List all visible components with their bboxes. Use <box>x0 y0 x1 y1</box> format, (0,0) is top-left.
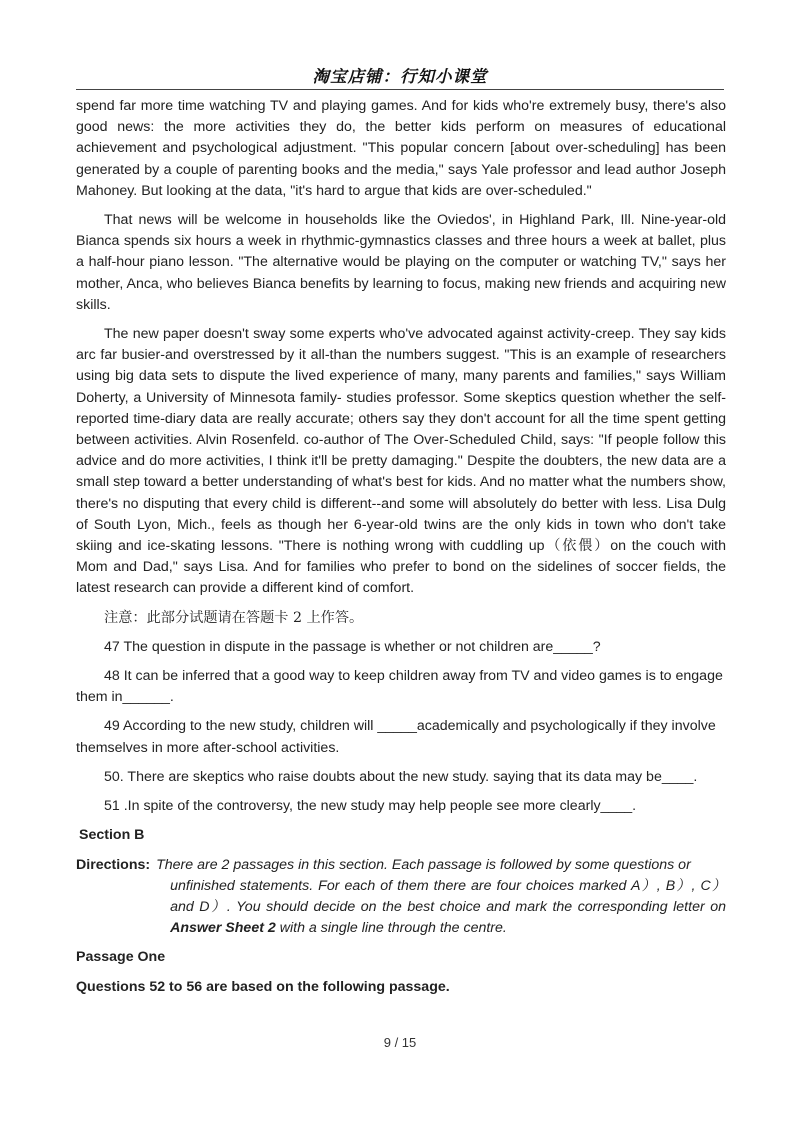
section-b-heading: Section B <box>79 827 145 844</box>
directions-continuation <box>156 876 726 940</box>
question-51: 51 .In spite of the controversy, the new study may help people see more clearly____. <box>104 798 637 815</box>
question-50: 50. There are skeptics who raise doubts about the new study. saying that its data may be____. <box>104 768 698 785</box>
directions-first-line: There are 2 passages in this section. Each passage is followed by some questions or <box>156 856 691 873</box>
paragraph-2: That news will be welcome in households like the Oviedos', in Highland Park, Ill. Nine-year-old Bianca spends six hours a week in rhythmic-gymnastics classes and three hours a week at ballet, plus a half-hour piano lesson. "The alternative would be playing on the computer or watching TV," says her mother, Anca, who believes Bianca benefits by learning to focus, making new friends and acquiring new skills. <box>76 212 726 313</box>
directions-text <box>156 855 726 940</box>
directions-text-a: unfinished statements. For each of them there are four choices marked A）, B）, C）and D）. You should decide on the best choice and mark the corresponding letter on <box>170 877 726 915</box>
answer-sheet-note: 注意：此部分试题请在答题卡 2 上作答。 <box>104 609 364 626</box>
question-48: 48 It can be inferred that a good way to keep children away from TV and video games is to engage them in______. <box>76 668 723 706</box>
paragraph-3: The new paper doesn't sway some experts who've advocated against activity-creep. They say kids arc far busier-and overstressed by it all-than the numbers suggest. "This is an example of researchers using big data sets to dispute the lived experience of many, many parents and families," says William Doherty, a University of Minnesota family- studies professor. Some skeptics question whether the self-reported time-diary data are really accurate; others say they don't account for all the time spent getting between activities. Alvin Rosenfeld. co-author of The Over-Scheduled Child, says: "If people follow this advice and do more activities, I think it'll be pretty damaging." Despite the doubters, the new data are a small step toward a better understanding of what's best for kids. And no matter what the numbers show, there's no disputing that every child is different--and some will absolutely do better with less. Lisa Dulg of South Lyon, Mich., feels as though her 6-year-old twins are the only kids in town who don't take skiing and ice-skating lessons. "There is nothing wrong with cuddling up（依偎）on the couch with Mom and Dad," says Lisa. And for families who prefer to bond on the sidelines of soccer fields, the latest research can provide a different kind of comfort. <box>76 326 726 597</box>
question-47: 47 The question in dispute in the passage is whether or not children are_____? <box>104 638 601 655</box>
header-divider <box>76 89 724 90</box>
page-content <box>76 96 726 1006</box>
paragraph-1: spend far more time watching TV and playing games. And for kids who're extremely busy, there's also good news: the more activities they do, the better kids perform on measures of educational achievement and psychological adjustment. "This popular concern [about over-scheduling] has been generated by a couple of parenting books and the media," says Yale professor and lead author Joseph Mahoney. But looking at the data, "it's hard to argue that kids are over-scheduled." <box>76 98 726 199</box>
directions-text-b: with a single line through the centre. <box>275 920 507 937</box>
passage-one-label: Passage One <box>76 949 166 966</box>
questions-intro: Questions 52 to 56 are based on the following passage. <box>76 978 450 995</box>
directions-label: Directions: <box>76 856 151 873</box>
page-number: 9 / 15 <box>383 1035 417 1050</box>
question-49: 49 According to the new study, children will _____academically and psychologically if they involve themselves in more after-school activities. <box>76 718 716 756</box>
page-header: 淘宝店铺：行知小课堂 <box>312 67 488 86</box>
answer-sheet-ref: Answer Sheet 2 <box>170 920 276 937</box>
directions-block <box>76 855 726 940</box>
